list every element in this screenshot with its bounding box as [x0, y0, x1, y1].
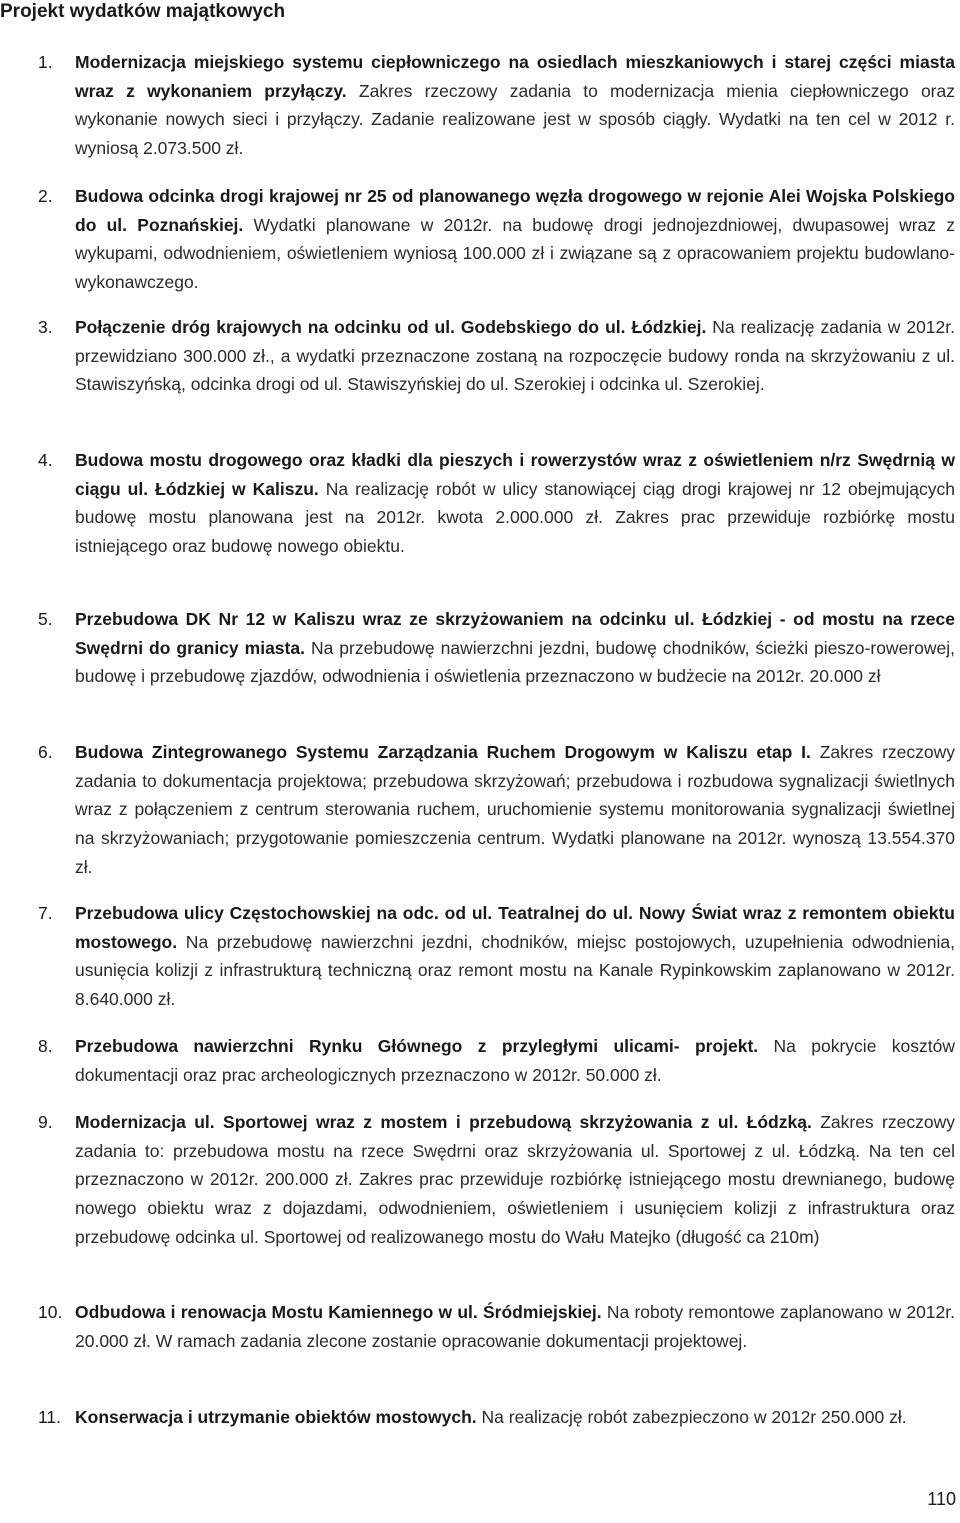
item-heading: Odbudowa i renowacja Mostu Kamiennego w ul. Śródmiejskiej.	[75, 1302, 602, 1322]
item-heading: Konserwacja i utrzymanie obiektów mostowych.	[75, 1407, 477, 1427]
item-heading: Budowa Zintegrowanego Systemu Zarządzania Ruchem Drogowym w Kaliszu etap I.	[75, 742, 811, 762]
item-description: Zakres rzeczowy zadania to: przebudowa mostu na rzece Swędrni oraz skrzyżowania ul. Sportowej z ul. Łódzką. Na ten cel przeznaczono w 2012r. 200.000 zł. Zakres prac przewiduje rozbiórkę istniejącego mostu drewnianego, budowę nowego obiektu wraz z dojazdami, odwodnieniem, oświetleniem i usunięciem kolizji z infrastruktura oraz przebudowę odcinka ul. Sportowej od realizowanego mostu do Wału Matejko (długość ca 210m)	[75, 1112, 955, 1247]
item-number: 2.	[38, 186, 53, 206]
item-number: 10.	[38, 1302, 63, 1322]
item-description: Zakres rzeczowy zadania to dokumentacja projektowa; przebudowa skrzyżowań; przebudowa i rozbudowa sygnalizacji świetlnych wraz z połączeniem z centrum sterowania ruchem, uruchomienie systemu monitorowania sygnalizacji świetlnej na skrzyżowaniach; przygotowanie pomieszczenia centrum. Wydatki planowane na 2012r. wynoszą 13.554.370 zł.	[75, 742, 955, 877]
item-text	[75, 1108, 955, 1252]
item-description: Wydatki planowane w 2012r. na budowę drogi jednojezdniowej, dwupasowej wraz z wykupami, odwodnieniem, oświetleniem wyniosą 100.000 zł i związane są z opracowaniem projektu budowlano-wykonawczego.	[75, 214, 955, 293]
item-number: 5.	[38, 609, 53, 629]
item-number: 7.	[38, 903, 53, 923]
item-description: Zakres rzeczowy zadania to modernizacja mienia ciepłowniczego oraz wykonanie nowych sieci i przyłączy. Zadanie realizowane jest w sposób ciągły. Wydatki na ten cel w 2012 r. wyniosą 2.073.500 zł.	[75, 80, 955, 159]
item-heading: Połączenie dróg krajowych na odcinku od ul. Godebskiego do ul. Łódzkiej.	[75, 317, 707, 337]
list-item	[38, 1298, 956, 1355]
item-heading: Modernizacja ul. Sportowej wraz z mostem i przebudową skrzyżowania z ul. Łódzką.	[75, 1112, 812, 1132]
item-heading: Budowa odcinka drogi krajowej nr 25 od planowanego węzła drogowego w rejonie Alei Wojska Polskiego do ul. Poznańskiej.	[75, 186, 955, 235]
list-item	[38, 313, 956, 399]
list-item	[38, 48, 956, 163]
item-description: Na roboty remontowe zaplanowano w 2012r. 20.000 zł. W ramach zadania zlecone zostanie opracowanie dokumentacji projektowej.	[75, 1302, 955, 1351]
item-text	[75, 446, 955, 561]
list-item	[38, 899, 956, 1014]
item-text	[75, 605, 955, 691]
item-text	[75, 1403, 955, 1432]
item-number: 4.	[38, 450, 53, 470]
list-item	[38, 182, 956, 297]
item-text	[75, 313, 955, 399]
page-title: Projekt wydatków majątkowych	[0, 1, 286, 22]
item-description: Na realizację robót w ulicy stanowiącej ciąg drogi krajowej nr 12 obejmujących budowę mostu planowana jest na 2012r. kwota 2.000.000 zł. Zakres prac przewiduje rozbiórkę mostu istniejącego oraz budowę nowego obiektu.	[75, 478, 955, 557]
item-description: Na realizację robót zabezpieczono w 2012r 250.000 zł.	[476, 1407, 907, 1427]
item-description: Na realizację zadania w 2012r. przewidziano 300.000 zł., a wydatki przeznaczone zostaną na rozpoczęcie budowy ronda na skrzyżowaniu z ul. Stawiszyńską, odcinka drogi od ul. Stawiszyńskiej do ul. Szerokiej i odcinka ul. Szerokiej.	[75, 317, 955, 395]
list-item	[38, 605, 956, 691]
item-text	[75, 48, 955, 163]
item-heading: Przebudowa ulicy Częstochowskiej na odc. od ul. Teatralnej do ul. Nowy Świat wraz z remontem obiektu mostowego.	[75, 903, 955, 952]
item-heading: Modernizacja miejskiego systemu ciepłowniczego na osiedlach mieszkaniowych i starej części miasta wraz z wykonaniem przyłączy.	[75, 52, 955, 101]
item-description: Na przebudowę nawierzchni jezdni, budowę chodników, ścieżki pieszo-rowerowej, budowę i przebudowę zjazdów, odwodnienia i oświetlenia przeznaczono w budżecie na 2012r. 20.000 zł	[75, 637, 955, 687]
item-number: 3.	[38, 317, 53, 337]
item-text	[75, 1032, 955, 1089]
list-item	[38, 1403, 956, 1432]
item-heading: Przebudowa nawierzchni Rynku Głównego z przyległymi ulicami- projekt.	[75, 1036, 759, 1056]
list-item	[38, 1032, 956, 1089]
item-number: 9.	[38, 1112, 53, 1132]
item-heading: Budowa mostu drogowego oraz kładki dla pieszych i rowerzystów wraz z oświetleniem n/rz Swędrnią w ciągu ul. Łódzkiej w Kaliszu.	[75, 450, 955, 499]
item-text	[75, 182, 955, 297]
item-text	[75, 738, 955, 882]
item-text	[75, 1298, 955, 1355]
item-number: 1.	[38, 52, 53, 72]
item-number: 6.	[38, 742, 53, 762]
list-item	[38, 738, 956, 882]
page-number: 110	[927, 1489, 956, 1509]
item-number: 11.	[38, 1407, 62, 1427]
item-description: Na pokrycie kosztów dokumentacji oraz prac archeologicznych przeznaczono w 2012r. 50.000 zł.	[75, 1036, 955, 1085]
item-description: Na przebudowę nawierzchni jezdni, chodników, miejsc postojowych, uzupełnienia odwodnienia, usunięcia kolizji z infrastrukturą techniczną oraz remont mostu na Kanale Rypinkowskim zaplanowano w 2012r. 8.640.000 zł.	[75, 931, 955, 1010]
list-item	[38, 1108, 956, 1252]
item-text	[75, 899, 955, 1014]
item-number: 8.	[38, 1036, 53, 1056]
list-item	[38, 446, 956, 561]
item-heading: Przebudowa DK Nr 12 w Kaliszu wraz ze skrzyżowaniem na odcinku ul. Łódzkiej - od mostu na rzece Swędrni do granicy miasta.	[75, 609, 955, 658]
